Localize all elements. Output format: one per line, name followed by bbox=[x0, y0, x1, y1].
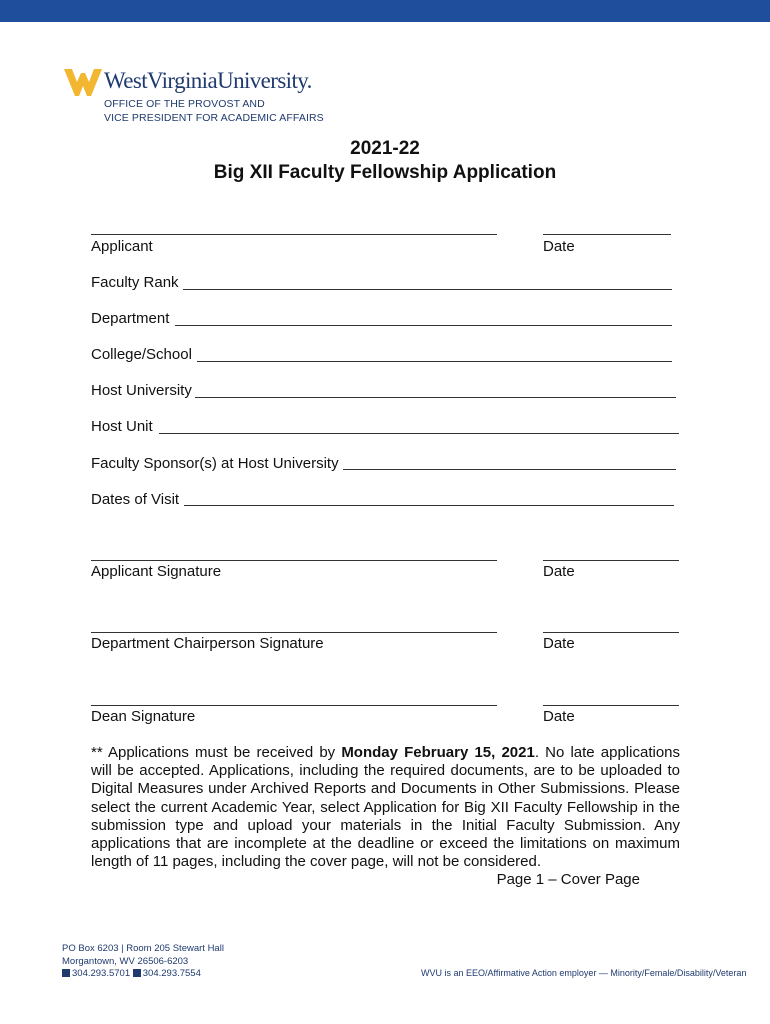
dates-of-visit-label: Dates of Visit bbox=[91, 491, 180, 508]
host-unit-line[interactable] bbox=[159, 433, 679, 434]
fax-number: 304.293.7554 bbox=[142, 968, 201, 979]
fax-icon bbox=[133, 969, 141, 977]
page-reference: Page 1 – Cover Page bbox=[496, 871, 640, 889]
logo-wordmark: WestVirginiaUniversity. bbox=[104, 68, 312, 93]
department-label: Department bbox=[91, 310, 170, 327]
department-line[interactable] bbox=[175, 325, 672, 326]
faculty-sponsor-line[interactable] bbox=[343, 469, 676, 470]
applicant-line[interactable] bbox=[91, 234, 497, 235]
dean-date-line[interactable] bbox=[543, 705, 679, 706]
applicant-signature-date-line[interactable] bbox=[543, 560, 679, 561]
host-university-label: Host University bbox=[91, 382, 192, 399]
host-unit-label: Host Unit bbox=[91, 418, 153, 435]
faculty-rank-label: Faculty Rank bbox=[91, 274, 179, 291]
eeo-statement: WVU is an EEO/Affirmative Action employer — Minority/Female/Disability/Veteran bbox=[421, 968, 747, 978]
contact-line bbox=[62, 968, 224, 981]
dean-signature-label: Dean Signature bbox=[91, 708, 196, 725]
applicant-date-line[interactable] bbox=[543, 234, 671, 235]
college-label: College/School bbox=[91, 346, 192, 363]
notice-prefix: ** Applications must be received by bbox=[91, 744, 342, 761]
address-line-1: PO Box 6203 | Room 205 Stewart Hall bbox=[62, 943, 224, 954]
office-line-1: OFFICE OF THE PROVOST AND bbox=[104, 98, 265, 110]
applicant-signature-date-label: Date bbox=[543, 563, 575, 580]
notice-body: . No late applications will be accepted. Applications, including the required documents, are to be uploaded to Digital Measures under Archived Reports and Documents in Other Submissions. Please select the current Academic Year, select Application for Big XII Faculty Fellowship in the submission type and upload your materials in the Initial Faculty Submission. Any applications that are incomplete at the deadline or exceed the limitations on maximum length of 11 pages, including the cover page, will not be considered. bbox=[91, 744, 680, 871]
chairperson-signature-line[interactable] bbox=[91, 632, 497, 633]
chairperson-date-label: Date bbox=[543, 635, 575, 652]
form-year: 2021-22 bbox=[350, 138, 420, 159]
applicant-signature-line[interactable] bbox=[91, 560, 497, 561]
college-line[interactable] bbox=[197, 361, 672, 362]
flying-wv-icon bbox=[64, 66, 102, 98]
applicant-signature-label: Applicant Signature bbox=[91, 563, 222, 580]
dean-date-label: Date bbox=[543, 708, 575, 725]
phone-icon bbox=[62, 969, 70, 977]
chairperson-signature-label: Department Chairperson Signature bbox=[91, 635, 324, 652]
host-university-line[interactable] bbox=[195, 397, 676, 398]
dates-of-visit-line[interactable] bbox=[184, 505, 674, 506]
faculty-sponsor-label: Faculty Sponsor(s) at Host University bbox=[91, 455, 339, 472]
applicant-date-label: Date bbox=[543, 238, 575, 255]
form-title: Big XII Faculty Fellowship Application bbox=[213, 162, 557, 183]
applicant-label: Applicant bbox=[91, 238, 153, 255]
submission-notice bbox=[91, 744, 680, 890]
phone-number: 304.293.5701 bbox=[72, 968, 131, 979]
faculty-rank-line[interactable] bbox=[183, 289, 672, 290]
chairperson-date-line[interactable] bbox=[543, 632, 679, 633]
office-line-2: VICE PRESIDENT FOR ACADEMIC AFFAIRS bbox=[104, 112, 324, 124]
address-line-2: Morgantown, WV 26506-6203 bbox=[62, 955, 189, 967]
dean-signature-line[interactable] bbox=[91, 705, 497, 706]
footer-address bbox=[62, 943, 224, 981]
university-logo bbox=[64, 64, 364, 134]
top-color-bar bbox=[0, 0, 770, 22]
notice-deadline: Monday February 15, 2021 bbox=[341, 744, 535, 761]
